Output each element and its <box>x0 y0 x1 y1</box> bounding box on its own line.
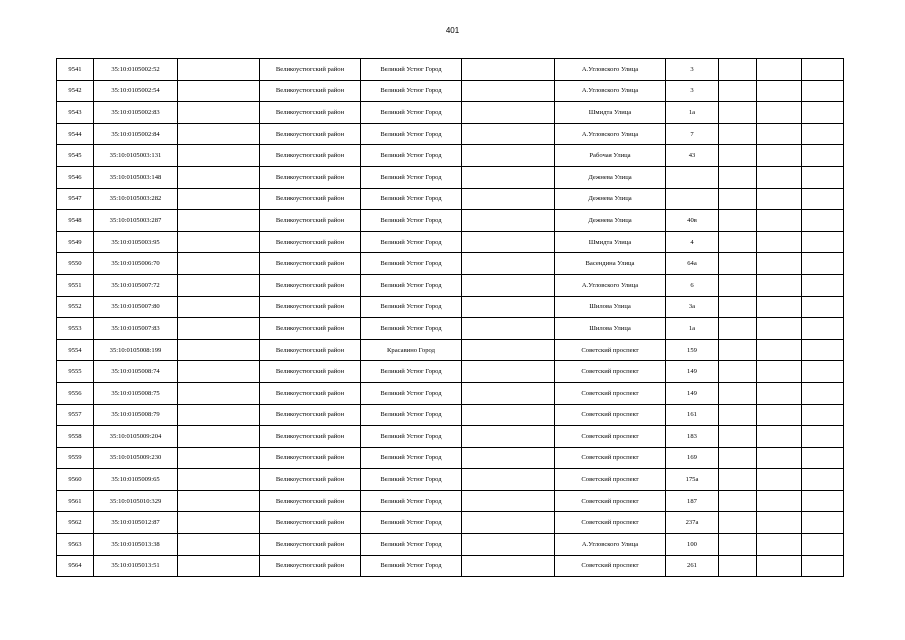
blank-cell-b <box>462 188 555 210</box>
blank-cell-a <box>178 253 260 275</box>
blank-cell-c <box>719 404 757 426</box>
house-number-cell: 187 <box>666 490 719 512</box>
blank-cell-e <box>802 426 844 448</box>
locality-cell: Великий Устюг Город <box>361 404 462 426</box>
blank-cell-c <box>719 447 757 469</box>
street-cell: Шмидта Улица <box>555 231 666 253</box>
district-cell: Великоустюгский район <box>260 210 361 232</box>
table-row <box>57 447 844 469</box>
locality-cell: Великий Устюг Город <box>361 512 462 534</box>
street-cell: Васендина Улица <box>555 253 666 275</box>
locality-cell: Великий Устюг Город <box>361 447 462 469</box>
cadastral-number-cell: 35:10:0105008:74 <box>94 361 178 383</box>
table-row <box>57 59 844 81</box>
table-row <box>57 512 844 534</box>
blank-cell-a <box>178 102 260 124</box>
blank-cell-b <box>462 318 555 340</box>
locality-cell: Великий Устюг Город <box>361 382 462 404</box>
house-number-cell: 64а <box>666 253 719 275</box>
locality-cell: Великий Устюг Город <box>361 555 462 577</box>
blank-cell-d <box>757 447 802 469</box>
district-cell: Великоустюгский район <box>260 339 361 361</box>
table-row <box>57 318 844 340</box>
table-row <box>57 210 844 232</box>
district-cell: Великоустюгский район <box>260 123 361 145</box>
blank-cell-e <box>802 469 844 491</box>
blank-cell-d <box>757 145 802 167</box>
table-row <box>57 123 844 145</box>
row-number-cell: 9555 <box>57 361 94 383</box>
blank-cell-d <box>757 382 802 404</box>
locality-cell: Великий Устюг Город <box>361 296 462 318</box>
blank-cell-e <box>802 382 844 404</box>
blank-cell-c <box>719 296 757 318</box>
row-number-cell: 9546 <box>57 166 94 188</box>
district-cell: Великоустюгский район <box>260 469 361 491</box>
house-number-cell: 6 <box>666 274 719 296</box>
blank-cell-a <box>178 382 260 404</box>
house-number-cell: 161 <box>666 404 719 426</box>
street-cell: Советский проспект <box>555 555 666 577</box>
house-number-cell <box>666 166 719 188</box>
cadastral-number-cell: 35:10:0105002:52 <box>94 59 178 81</box>
blank-cell-c <box>719 361 757 383</box>
district-cell: Великоустюгский район <box>260 145 361 167</box>
street-cell: Дежнева Улица <box>555 188 666 210</box>
district-cell: Великоустюгский район <box>260 426 361 448</box>
locality-cell: Великий Устюг Город <box>361 274 462 296</box>
house-number-cell: 149 <box>666 382 719 404</box>
street-cell: А.Угловского Улица <box>555 59 666 81</box>
table-row <box>57 296 844 318</box>
blank-cell-e <box>802 296 844 318</box>
locality-cell: Великий Устюг Город <box>361 318 462 340</box>
row-number-cell: 9549 <box>57 231 94 253</box>
blank-cell-c <box>719 123 757 145</box>
cadastral-number-cell: 35:10:0105007:72 <box>94 274 178 296</box>
blank-cell-d <box>757 534 802 556</box>
blank-cell-a <box>178 274 260 296</box>
blank-cell-d <box>757 102 802 124</box>
cadastral-number-cell: 35:10:0105003:131 <box>94 145 178 167</box>
locality-cell: Великий Устюг Город <box>361 490 462 512</box>
row-number-cell: 9562 <box>57 512 94 534</box>
row-number-cell: 9554 <box>57 339 94 361</box>
blank-cell-d <box>757 166 802 188</box>
house-number-cell: 3 <box>666 80 719 102</box>
house-number-cell <box>666 188 719 210</box>
blank-cell-c <box>719 145 757 167</box>
cadastral-number-cell: 35:10:0105003:282 <box>94 188 178 210</box>
blank-cell-b <box>462 447 555 469</box>
cadastral-number-cell: 35:10:0105010:329 <box>94 490 178 512</box>
table-row <box>57 426 844 448</box>
street-cell: А.Угловского Улица <box>555 123 666 145</box>
blank-cell-e <box>802 253 844 275</box>
blank-cell-c <box>719 274 757 296</box>
district-cell: Великоустюгский район <box>260 555 361 577</box>
row-number-cell: 9563 <box>57 534 94 556</box>
house-number-cell: 7 <box>666 123 719 145</box>
blank-cell-e <box>802 490 844 512</box>
blank-cell-c <box>719 188 757 210</box>
table-row <box>57 166 844 188</box>
row-number-cell: 9551 <box>57 274 94 296</box>
blank-cell-d <box>757 253 802 275</box>
blank-cell-d <box>757 490 802 512</box>
district-cell: Великоустюгский район <box>260 382 361 404</box>
street-cell: Советский проспект <box>555 447 666 469</box>
blank-cell-e <box>802 274 844 296</box>
blank-cell-c <box>719 231 757 253</box>
blank-cell-a <box>178 59 260 81</box>
street-cell: Рабочая Улица <box>555 145 666 167</box>
blank-cell-a <box>178 490 260 512</box>
street-cell: Дежнева Улица <box>555 210 666 232</box>
cadastral-number-cell: 35:10:0105012:87 <box>94 512 178 534</box>
blank-cell-a <box>178 80 260 102</box>
blank-cell-c <box>719 318 757 340</box>
blank-cell-d <box>757 318 802 340</box>
cadastral-number-cell: 35:10:0105009:65 <box>94 469 178 491</box>
blank-cell-c <box>719 59 757 81</box>
street-cell: Советский проспект <box>555 512 666 534</box>
street-cell: А.Угловского Улица <box>555 274 666 296</box>
blank-cell-e <box>802 318 844 340</box>
row-number-cell: 9561 <box>57 490 94 512</box>
district-cell: Великоустюгский район <box>260 166 361 188</box>
blank-cell-d <box>757 59 802 81</box>
blank-cell-d <box>757 404 802 426</box>
row-number-cell: 9552 <box>57 296 94 318</box>
blank-cell-b <box>462 102 555 124</box>
row-number-cell: 9548 <box>57 210 94 232</box>
blank-cell-d <box>757 123 802 145</box>
blank-cell-d <box>757 231 802 253</box>
cadastral-number-cell: 35:10:0105007:83 <box>94 318 178 340</box>
blank-cell-b <box>462 296 555 318</box>
street-cell: Советский проспект <box>555 339 666 361</box>
blank-cell-a <box>178 512 260 534</box>
street-cell: А.Угловского Улица <box>555 80 666 102</box>
registry-table <box>56 58 844 577</box>
cadastral-number-cell: 35:10:0105003:148 <box>94 166 178 188</box>
cadastral-number-cell: 35:10:0105009:230 <box>94 447 178 469</box>
blank-cell-c <box>719 469 757 491</box>
house-number-cell: 149 <box>666 361 719 383</box>
blank-cell-c <box>719 534 757 556</box>
table-row <box>57 188 844 210</box>
blank-cell-c <box>719 555 757 577</box>
blank-cell-a <box>178 469 260 491</box>
house-number-cell: 175а <box>666 469 719 491</box>
blank-cell-b <box>462 59 555 81</box>
table-row <box>57 80 844 102</box>
blank-cell-e <box>802 447 844 469</box>
blank-cell-b <box>462 490 555 512</box>
blank-cell-d <box>757 469 802 491</box>
blank-cell-b <box>462 80 555 102</box>
street-cell: Шилова Улица <box>555 318 666 340</box>
blank-cell-c <box>719 210 757 232</box>
cadastral-number-cell: 35:10:0105007:80 <box>94 296 178 318</box>
cadastral-number-cell: 35:10:0105003:287 <box>94 210 178 232</box>
blank-cell-c <box>719 426 757 448</box>
blank-cell-c <box>719 512 757 534</box>
blank-cell-e <box>802 231 844 253</box>
blank-cell-b <box>462 512 555 534</box>
cadastral-number-cell: 35:10:0105008:75 <box>94 382 178 404</box>
street-cell: Советский проспект <box>555 404 666 426</box>
blank-cell-a <box>178 447 260 469</box>
blank-cell-a <box>178 404 260 426</box>
blank-cell-b <box>462 361 555 383</box>
blank-cell-e <box>802 534 844 556</box>
blank-cell-d <box>757 339 802 361</box>
locality-cell: Великий Устюг Город <box>361 166 462 188</box>
district-cell: Великоустюгский район <box>260 361 361 383</box>
district-cell: Великоустюгский район <box>260 253 361 275</box>
page-number: 401 <box>445 26 460 35</box>
street-cell: Советский проспект <box>555 490 666 512</box>
district-cell: Великоустюгский район <box>260 80 361 102</box>
cadastral-number-cell: 35:10:0105008:199 <box>94 339 178 361</box>
blank-cell-d <box>757 210 802 232</box>
blank-cell-b <box>462 274 555 296</box>
table-row <box>57 231 844 253</box>
cadastral-number-cell: 35:10:0105002:83 <box>94 102 178 124</box>
blank-cell-a <box>178 555 260 577</box>
blank-cell-c <box>719 166 757 188</box>
blank-cell-d <box>757 274 802 296</box>
cadastral-number-cell: 35:10:0105008:79 <box>94 404 178 426</box>
locality-cell: Великий Устюг Город <box>361 80 462 102</box>
row-number-cell: 9547 <box>57 188 94 210</box>
street-cell: Советский проспект <box>555 361 666 383</box>
table-row <box>57 534 844 556</box>
locality-cell: Великий Устюг Город <box>361 123 462 145</box>
district-cell: Великоустюгский район <box>260 447 361 469</box>
street-cell: Шилова Улица <box>555 296 666 318</box>
table-row <box>57 469 844 491</box>
blank-cell-c <box>719 382 757 404</box>
blank-cell-a <box>178 426 260 448</box>
row-number-cell: 9543 <box>57 102 94 124</box>
house-number-cell: 100 <box>666 534 719 556</box>
cadastral-number-cell: 35:10:0105013:38 <box>94 534 178 556</box>
blank-cell-a <box>178 231 260 253</box>
district-cell: Великоустюгский район <box>260 318 361 340</box>
house-number-cell: 1а <box>666 102 719 124</box>
blank-cell-c <box>719 490 757 512</box>
district-cell: Великоустюгский район <box>260 231 361 253</box>
blank-cell-b <box>462 253 555 275</box>
cadastral-number-cell: 35:10:0105003:95 <box>94 231 178 253</box>
table-row <box>57 102 844 124</box>
table-row <box>57 253 844 275</box>
street-cell: А.Угловского Улица <box>555 534 666 556</box>
blank-cell-e <box>802 512 844 534</box>
house-number-cell: 3 <box>666 59 719 81</box>
locality-cell: Великий Устюг Город <box>361 361 462 383</box>
blank-cell-b <box>462 426 555 448</box>
blank-cell-b <box>462 123 555 145</box>
cadastral-number-cell: 35:10:0105002:54 <box>94 80 178 102</box>
row-number-cell: 9544 <box>57 123 94 145</box>
locality-cell: Великий Устюг Город <box>361 145 462 167</box>
blank-cell-b <box>462 145 555 167</box>
district-cell: Великоустюгский район <box>260 534 361 556</box>
blank-cell-e <box>802 145 844 167</box>
house-number-cell: 237а <box>666 512 719 534</box>
cadastral-number-cell: 35:10:0105006:70 <box>94 253 178 275</box>
row-number-cell: 9559 <box>57 447 94 469</box>
house-number-cell: 40в <box>666 210 719 232</box>
blank-cell-e <box>802 59 844 81</box>
blank-cell-c <box>719 102 757 124</box>
locality-cell: Великий Устюг Город <box>361 210 462 232</box>
registry-body <box>57 59 844 577</box>
locality-cell: Великий Устюг Город <box>361 231 462 253</box>
blank-cell-b <box>462 231 555 253</box>
blank-cell-a <box>178 318 260 340</box>
blank-cell-b <box>462 382 555 404</box>
locality-cell: Великий Устюг Город <box>361 59 462 81</box>
district-cell: Великоустюгский район <box>260 188 361 210</box>
street-cell: Советский проспект <box>555 382 666 404</box>
house-number-cell: 43 <box>666 145 719 167</box>
blank-cell-e <box>802 80 844 102</box>
district-cell: Великоустюгский район <box>260 59 361 81</box>
blank-cell-d <box>757 426 802 448</box>
district-cell: Великоустюгский район <box>260 490 361 512</box>
blank-cell-b <box>462 166 555 188</box>
row-number-cell: 9558 <box>57 426 94 448</box>
blank-cell-d <box>757 361 802 383</box>
table-row <box>57 490 844 512</box>
cadastral-number-cell: 35:10:0105009:204 <box>94 426 178 448</box>
table-row <box>57 361 844 383</box>
table-row <box>57 555 844 577</box>
blank-cell-a <box>178 339 260 361</box>
street-cell: Шмидта Улица <box>555 102 666 124</box>
street-cell: Советский проспект <box>555 469 666 491</box>
row-number-cell: 9541 <box>57 59 94 81</box>
table-row <box>57 339 844 361</box>
locality-cell: Великий Устюг Город <box>361 469 462 491</box>
row-number-cell: 9550 <box>57 253 94 275</box>
blank-cell-a <box>178 145 260 167</box>
locality-cell: Великий Устюг Город <box>361 534 462 556</box>
blank-cell-b <box>462 534 555 556</box>
row-number-cell: 9564 <box>57 555 94 577</box>
blank-cell-a <box>178 123 260 145</box>
blank-cell-e <box>802 188 844 210</box>
row-number-cell: 9553 <box>57 318 94 340</box>
blank-cell-c <box>719 339 757 361</box>
blank-cell-d <box>757 512 802 534</box>
blank-cell-b <box>462 404 555 426</box>
blank-cell-b <box>462 555 555 577</box>
house-number-cell: 159 <box>666 339 719 361</box>
table-row <box>57 145 844 167</box>
house-number-cell: 261 <box>666 555 719 577</box>
district-cell: Великоустюгский район <box>260 274 361 296</box>
blank-cell-c <box>719 253 757 275</box>
blank-cell-e <box>802 404 844 426</box>
blank-cell-e <box>802 102 844 124</box>
blank-cell-d <box>757 296 802 318</box>
blank-cell-b <box>462 210 555 232</box>
row-number-cell: 9545 <box>57 145 94 167</box>
blank-cell-c <box>719 80 757 102</box>
blank-cell-d <box>757 555 802 577</box>
blank-cell-e <box>802 210 844 232</box>
blank-cell-a <box>178 296 260 318</box>
blank-cell-e <box>802 123 844 145</box>
table-row <box>57 274 844 296</box>
house-number-cell: 3а <box>666 296 719 318</box>
table-row <box>57 404 844 426</box>
blank-cell-d <box>757 188 802 210</box>
blank-cell-b <box>462 339 555 361</box>
locality-cell: Великий Устюг Город <box>361 102 462 124</box>
row-number-cell: 9556 <box>57 382 94 404</box>
district-cell: Великоустюгский район <box>260 404 361 426</box>
house-number-cell: 169 <box>666 447 719 469</box>
locality-cell: Великий Устюг Город <box>361 253 462 275</box>
cadastral-number-cell: 35:10:0105013:51 <box>94 555 178 577</box>
blank-cell-a <box>178 534 260 556</box>
district-cell: Великоустюгский район <box>260 102 361 124</box>
street-cell: Советский проспект <box>555 426 666 448</box>
house-number-cell: 183 <box>666 426 719 448</box>
blank-cell-e <box>802 361 844 383</box>
locality-cell: Великий Устюг Город <box>361 426 462 448</box>
blank-cell-e <box>802 555 844 577</box>
house-number-cell: 1а <box>666 318 719 340</box>
blank-cell-a <box>178 188 260 210</box>
district-cell: Великоустюгский район <box>260 296 361 318</box>
row-number-cell: 9557 <box>57 404 94 426</box>
blank-cell-a <box>178 361 260 383</box>
blank-cell-d <box>757 80 802 102</box>
row-number-cell: 9542 <box>57 80 94 102</box>
blank-cell-a <box>178 210 260 232</box>
district-cell: Великоустюгский район <box>260 512 361 534</box>
row-number-cell: 9560 <box>57 469 94 491</box>
table-row <box>57 382 844 404</box>
house-number-cell: 4 <box>666 231 719 253</box>
blank-cell-e <box>802 166 844 188</box>
blank-cell-e <box>802 339 844 361</box>
locality-cell: Великий Устюг Город <box>361 188 462 210</box>
blank-cell-a <box>178 166 260 188</box>
street-cell: Дежнева Улица <box>555 166 666 188</box>
cadastral-number-cell: 35:10:0105002:84 <box>94 123 178 145</box>
locality-cell: Красавино Город <box>361 339 462 361</box>
blank-cell-b <box>462 469 555 491</box>
